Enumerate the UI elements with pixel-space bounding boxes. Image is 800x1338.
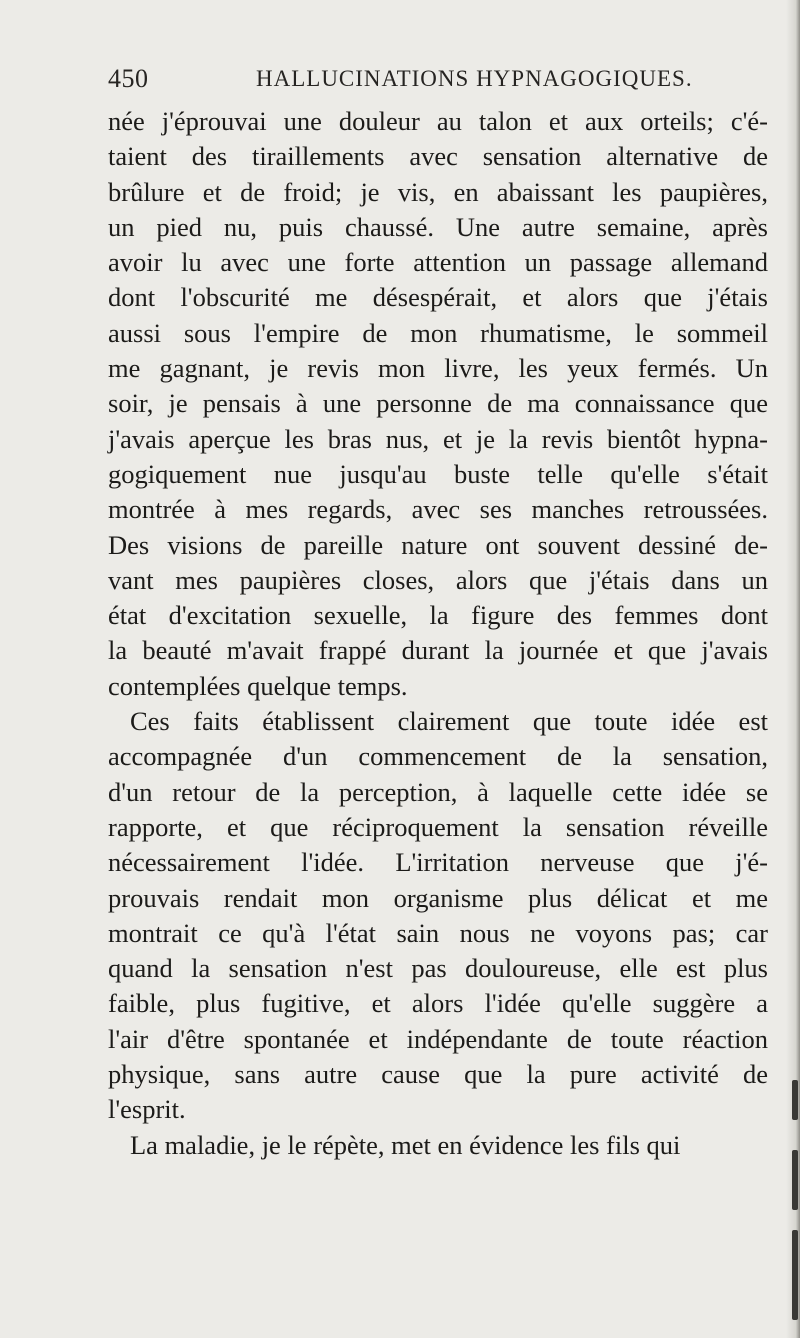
page-header (108, 64, 768, 100)
text-line: aussi sous l'empire de mon rhumatisme, le sommeil (108, 317, 768, 348)
text-line: un pied nu, puis chaussé. Une autre semaine, après (108, 211, 768, 242)
text-line: montrait ce qu'à l'état sain nous ne voyons pas; car (108, 917, 768, 948)
edge-mark (792, 1230, 798, 1320)
text-line: brûlure et de froid; je vis, en abaissant les paupières, (108, 176, 768, 207)
text-line: la beauté m'avait frappé durant la journée et que j'avais (108, 635, 768, 666)
text-line: soir, je pensais à une personne de ma connaissance que (108, 388, 768, 419)
text-line: née j'éprouvai une douleur au talon et aux orteils; c'é- (108, 106, 768, 136)
text-line: avoir lu avec une forte attention un passage allemand (108, 247, 768, 278)
text-line: faible, plus fugitive, et alors l'idée qu'elle suggère a (108, 988, 768, 1019)
text-line: taient des tiraillements avec sensation alternative de (108, 141, 768, 172)
text-line: état d'excitation sexuelle, la figure des femmes dont (108, 600, 768, 631)
text-line: l'air d'être spontanée et indépendante de toute réaction (108, 1023, 768, 1054)
text-line: gogiquement nue jusqu'au buste telle qu'elle s'était (108, 458, 768, 489)
text-line: d'un retour de la perception, à laquelle cette idée se (108, 776, 768, 807)
text-line-indented: La maladie, je le répète, met en évidence les fils qui (130, 1129, 681, 1160)
text-line: vant mes paupières closes, alors que j'étais dans un (108, 564, 768, 595)
text-line: contemplées quelque temps. (108, 670, 408, 701)
text-line: Des visions de pareille nature ont souvent dessiné de- (108, 529, 768, 560)
text-line: j'avais aperçue les bras nus, et je la revis bientôt hypna- (108, 423, 768, 454)
page-number: 450 (108, 64, 149, 93)
text-line-indented: Ces faits établissent clairement que toute idée est (130, 706, 768, 737)
edge-mark (792, 1080, 798, 1120)
text-line: quand la sensation n'est pas douloureuse, elle est plus (108, 953, 768, 984)
text-line: nécessairement l'idée. L'irritation nerveuse que j'é- (108, 847, 768, 878)
text-line: accompagnée d'un commencement de la sensation, (108, 741, 768, 772)
text-line: montrée à mes regards, avec ses manches retroussées. (108, 494, 768, 525)
text-line: l'esprit. (108, 1094, 186, 1125)
text-line: prouvais rendait mon organisme plus délicat et me (108, 882, 768, 913)
text-line: dont l'obscurité me désespérait, et alors que j'étais (108, 282, 768, 313)
body-text (108, 104, 768, 1163)
edge-mark (792, 1150, 798, 1210)
text-line: physique, sans autre cause que la pure activité de (108, 1059, 768, 1090)
running-head: HALLUCINATIONS HYPNAGOGIQUES. (256, 66, 693, 91)
text-line: me gagnant, je revis mon livre, les yeux fermés. Un (108, 353, 768, 384)
text-line: rapporte, et que réciproquement la sensation réveille (108, 811, 768, 842)
page-edge-shadow (786, 0, 800, 1338)
